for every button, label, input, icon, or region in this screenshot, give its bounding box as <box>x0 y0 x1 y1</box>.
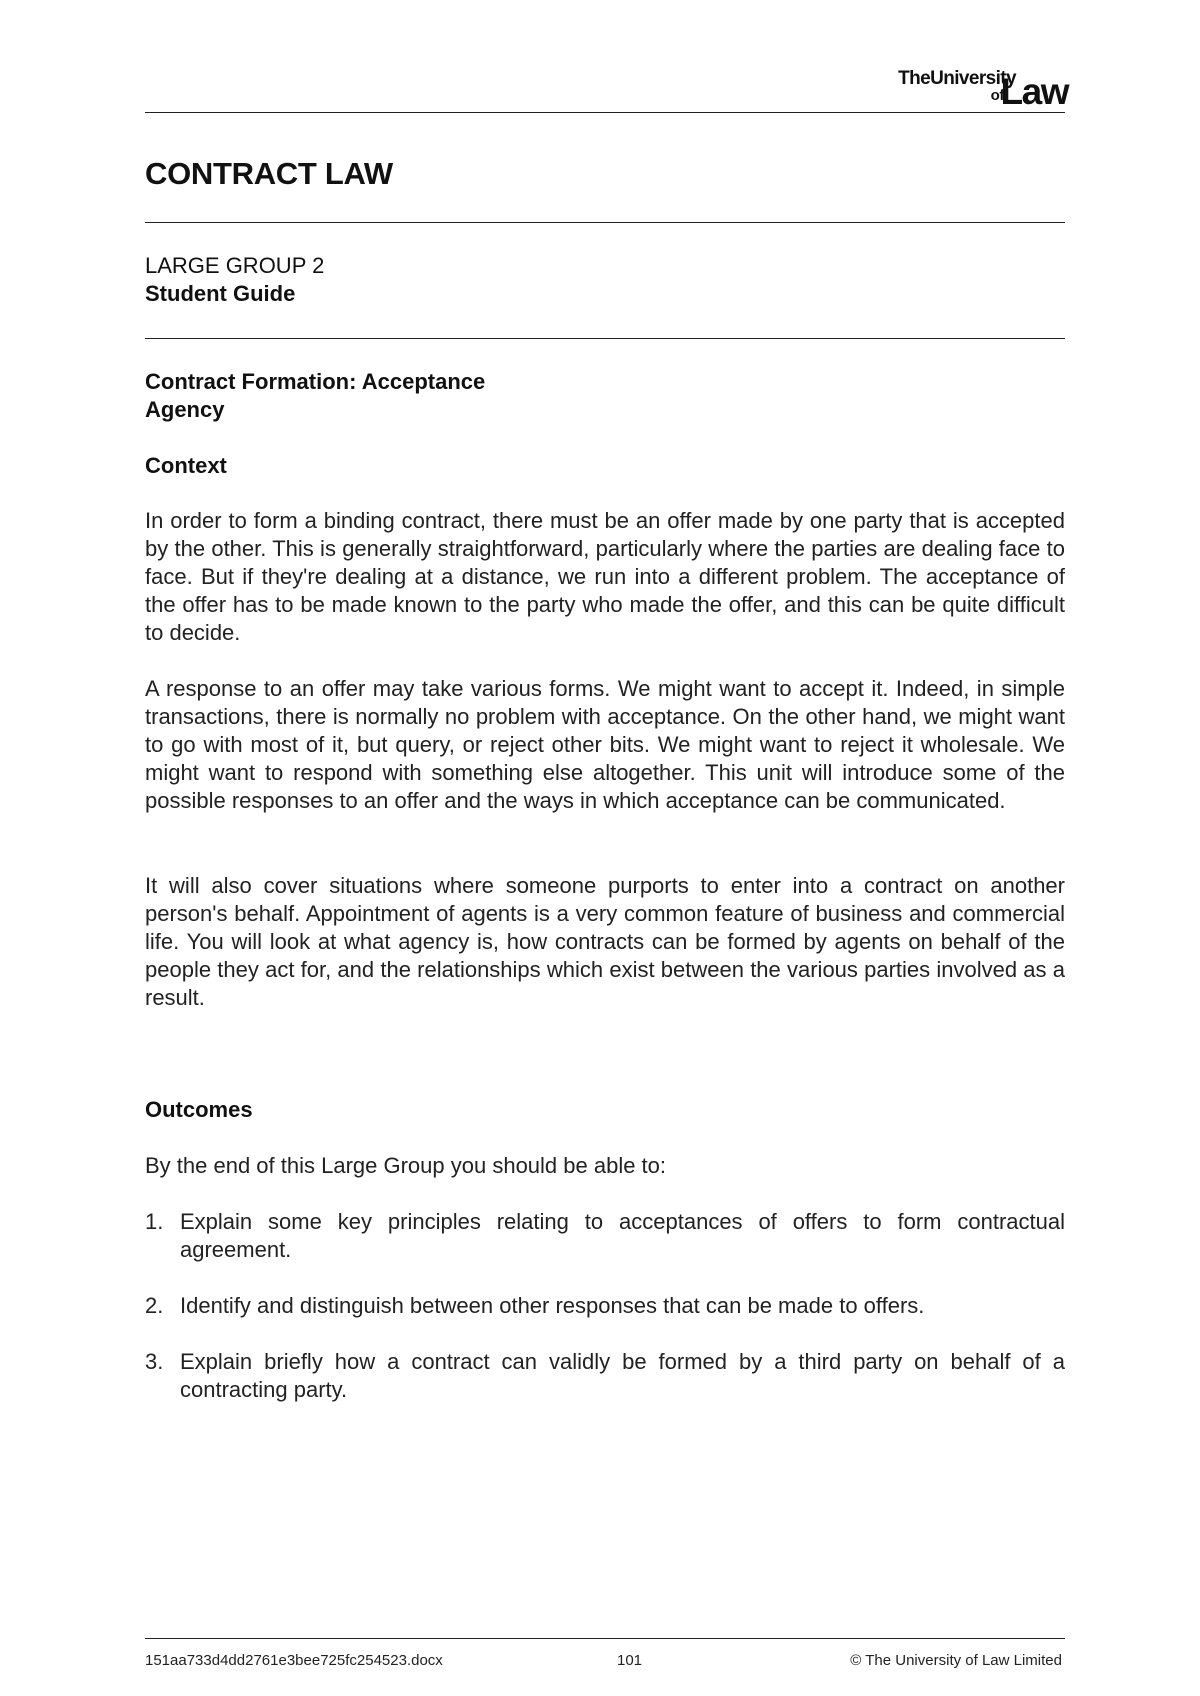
logo-law-text: Law <box>1000 71 1068 112</box>
outcome-number: 2. <box>145 1293 164 1318</box>
university-of-law-logo <box>858 64 1068 112</box>
context-paragraph: A response to an offer may take various forms. We might want to accept it. Indeed, in simple transactions, there is normally no problem with acceptance. On the other hand, we might want to go with most of it, but query, or reject other bits. We might want to reject it wholesale. We might want to respond with something else altogether. This unit will introduce some of the possible responses to an offer and the ways in which acceptance can be communicated. <box>145 676 1065 813</box>
outcome-text: Identify and distinguish between other responses that can be made to offers. <box>180 1293 925 1318</box>
outcome-item <box>145 1208 1065 1264</box>
logo-of-text: of <box>990 87 1004 104</box>
student-guide-label: Student Guide <box>145 281 296 306</box>
outcomes-intro: By the end of this Large Group you should be able to: <box>145 1153 667 1178</box>
context-paragraph: In order to form a binding contract, there must be an offer made by one party that is accepted by the other. This is generally straightforward, particularly where the parties are dealing face to face. But if they're dealing at a distance, we run into a different problem. The acceptance of the offer has to be made known to the party who made the offer, and this can be quite difficult to decide. <box>145 508 1065 645</box>
footer-rule <box>145 1638 1065 1639</box>
topic-line-2: Agency <box>145 397 225 422</box>
footer-page-number: 101 <box>617 1652 643 1669</box>
outcome-text: Explain briefly how a contract can validly be formed by a third party on behalf of a contracting party. <box>180 1349 1065 1402</box>
logo-the-university-text: TheUniversity <box>898 68 1016 89</box>
outcome-item <box>145 1348 1065 1404</box>
outcomes-heading: Outcomes <box>145 1097 253 1122</box>
outcome-item <box>145 1292 1065 1320</box>
session-rule <box>145 338 1065 339</box>
topic-line-1: Contract Formation: Acceptance <box>145 369 486 394</box>
context-paragraph: It will also cover situations where someone purports to enter into a contract on another person's behalf. Appointment of agents is a very common feature of business and commercial life. You will look at what agency is, how contracts can be formed by agents on behalf of the people they act for, and the relationships which exist between the various parties involved as a result. <box>145 873 1065 1010</box>
outcome-number: 3. <box>145 1349 164 1374</box>
session-label: LARGE GROUP 2 <box>145 253 325 278</box>
document-title: CONTRACT LAW <box>145 156 393 191</box>
context-heading: Context <box>145 453 227 478</box>
title-rule <box>145 222 1065 223</box>
outcome-number: 1. <box>145 1209 164 1234</box>
outcome-text: Explain some key principles relating to acceptances of offers to form contractual agreement. <box>180 1209 1065 1262</box>
header-rule <box>145 112 1065 113</box>
footer-copyright: © The University of Law Limited <box>850 1652 1062 1669</box>
footer-filename: 151aa733d4dd2761e3bee725fc254523.docx <box>145 1652 443 1669</box>
